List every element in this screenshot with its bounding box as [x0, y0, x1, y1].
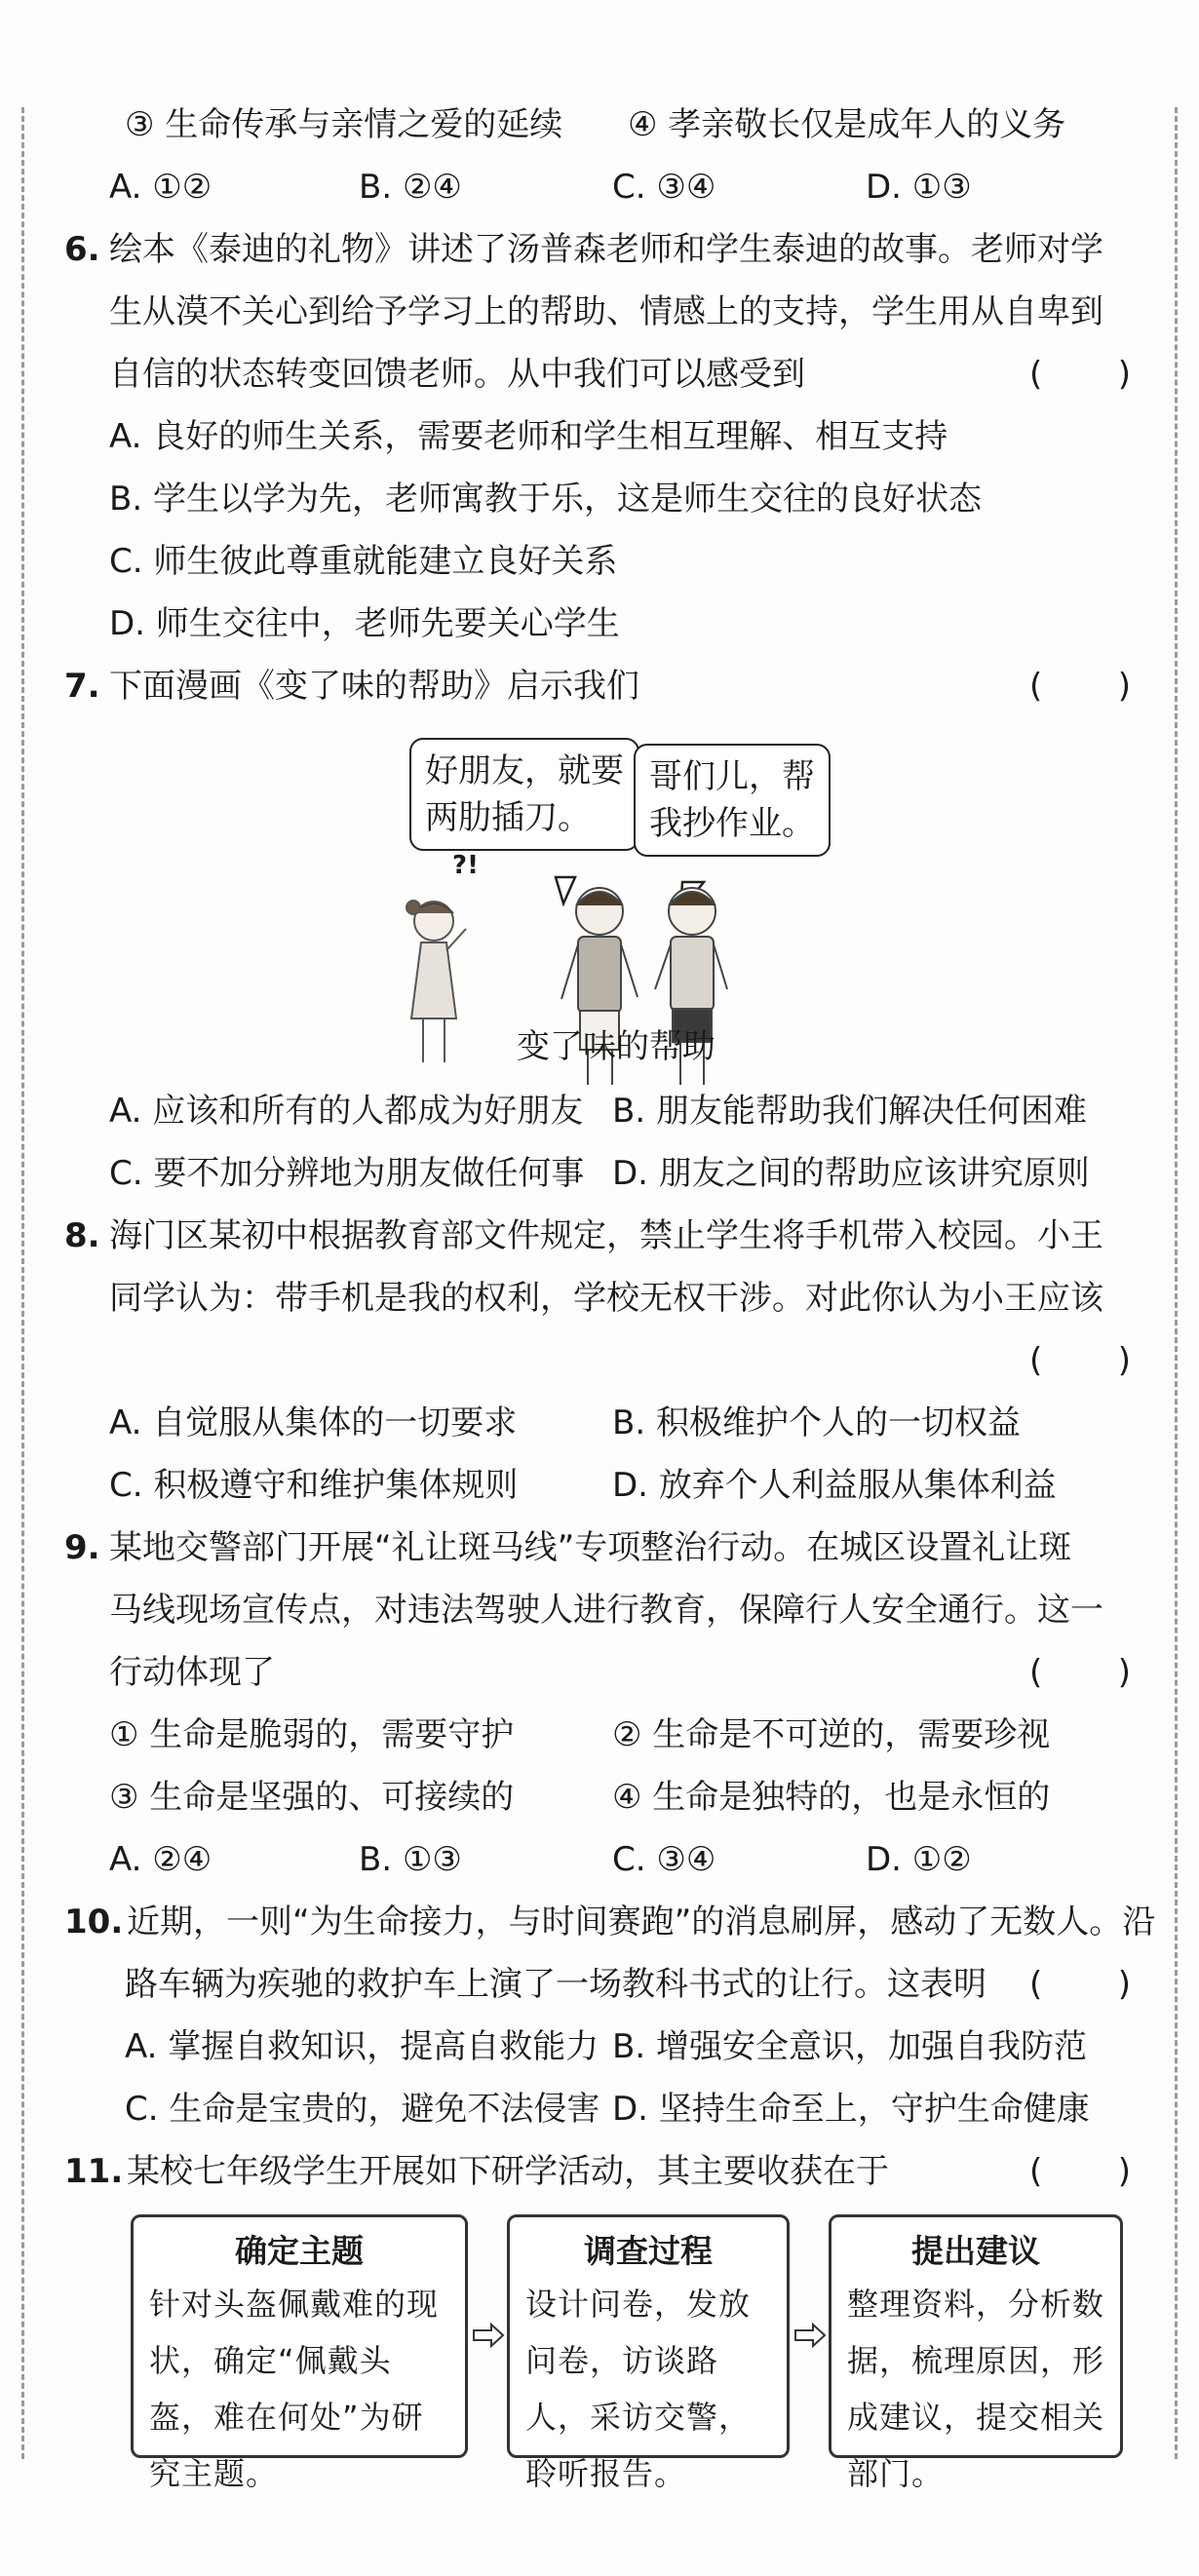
q7-text: 下面漫画《变了味的帮助》启示我们 — [109, 667, 639, 706]
q10-stem-line-1 — [64, 1899, 1156, 1945]
arrow-right-icon — [472, 2322, 505, 2349]
q9-statement: ① 生命是脆弱的，需要守护 — [109, 1715, 515, 1754]
q6-answer-blank[interactable]: ( ) — [1029, 355, 1131, 394]
q9-text: 行动体现了 — [109, 1653, 275, 1692]
q6-stem-line-1 — [64, 226, 1131, 273]
flow-step-body: 设计问卷，发放问卷，访谈路人，采访交警，聆听报告。 — [525, 2286, 752, 2492]
q10-number: 10. — [64, 1903, 124, 1942]
q6-stem-line-3 — [109, 351, 1131, 398]
q5-option-d[interactable]: D. ①③ — [866, 168, 972, 207]
q11-answer-blank[interactable]: ( ) — [1029, 2152, 1131, 2191]
speech-bubble-right: 哥们儿，帮 我抄作业。 — [634, 744, 831, 857]
q7-stem — [64, 663, 1131, 710]
q8-text: 海门区某初中根据教育部文件规定，禁止学生将手机带入校园。小王 — [109, 1216, 1103, 1255]
q11-stem — [64, 2148, 1131, 2195]
q5-option-c[interactable]: C. ③④ — [612, 168, 716, 207]
q9-number: 9. — [64, 1528, 100, 1567]
q9-stem-line-2: 马线现场宣传点，对违法驾驶人进行教育，保障行人安全通行。这一 — [109, 1591, 1103, 1630]
q7-number: 7. — [64, 667, 100, 706]
q6-option-d[interactable]: D. 师生交往中，老师先要关心学生 — [109, 604, 620, 643]
q10-option-d[interactable]: D. 坚持生命至上，守护生命健康 — [612, 2090, 1090, 2129]
q6-text: 自信的状态转变回馈老师。从中我们可以感受到 — [109, 355, 805, 394]
q9-option-a[interactable]: A. ②④ — [109, 1840, 213, 1879]
comic-caption: 变了味的帮助 — [517, 1027, 716, 1066]
q10-answer-blank[interactable]: ( ) — [1029, 1965, 1131, 2004]
q10-option-b[interactable]: B. 增强安全意识，加强自我防范 — [612, 2027, 1087, 2066]
q6-number: 6. — [64, 230, 100, 269]
q9-statement: ② 生命是不可逆的，需要珍视 — [612, 1715, 1051, 1754]
q10-option-c[interactable]: C. 生命是宝贵的，避免不法侵害 — [125, 2090, 600, 2129]
q8-number: 8. — [64, 1216, 100, 1255]
q5-option-a[interactable]: A. ①② — [109, 168, 213, 207]
q9-option-d[interactable]: D. ①② — [866, 1840, 972, 1879]
q5-statement: ④ 孝亲敬长仅是成年人的义务 — [628, 105, 1066, 144]
q10-stem-line-2 — [125, 1961, 1131, 2008]
flow-step-body: 针对头盔佩戴难的现状，确定“佩戴头盔，难在何处”为研究主题。 — [149, 2286, 440, 2492]
q7-answer-blank[interactable]: ( ) — [1029, 667, 1131, 706]
q10-option-a[interactable]: A. 掌握自救知识，提高自救能力 — [125, 2027, 600, 2066]
flow-step-topic — [131, 2214, 468, 2492]
girl-figure-icon — [406, 901, 466, 1062]
q11-number: 11. — [64, 2152, 124, 2191]
q10-text: 路车辆为疾驰的救护车上演了一场教科书式的让行。这表明 — [125, 1965, 986, 2004]
q9-answer-blank[interactable]: ( ) — [1029, 1653, 1131, 1692]
q11-text: 某校七年级学生开展如下研学活动，其主要收获在于 — [127, 2152, 889, 2191]
q6-option-b[interactable]: B. 学生以学为先，老师寓教于乐，这是师生交往的良好状态 — [109, 480, 982, 519]
q8-option-c[interactable]: C. 积极遵守和维护集体规则 — [109, 1466, 519, 1505]
flow-step-title: 确定主题 — [235, 2232, 364, 2270]
q9-option-c[interactable]: C. ③④ — [612, 1840, 716, 1879]
right-dashed-margin — [1175, 107, 1178, 2459]
q9-stem-line-3 — [109, 1649, 1131, 1696]
speech-bubble-left: 好朋友，就要 两肋插刀。 — [409, 738, 639, 851]
flow-step-title: 调查过程 — [584, 2232, 713, 2270]
q6-stem-line-2: 生从漠不关心到给予学习上的帮助、情感上的支持，学生用从自卑到 — [109, 292, 1103, 331]
left-dashed-margin — [21, 107, 24, 2459]
flow-step-title: 提出建议 — [911, 2232, 1040, 2270]
q9-text: 某地交警部门开展“礼让斑马线”专项整治行动。在城区设置礼让斑 — [109, 1528, 1072, 1567]
q9-statement: ④ 生命是独特的，也是永恒的 — [612, 1778, 1051, 1817]
q8-answer-blank[interactable]: ( ) — [1029, 1341, 1131, 1380]
q8-option-b[interactable]: B. 积极维护个人的一切权益 — [612, 1403, 1021, 1442]
flow-step-survey — [507, 2214, 790, 2492]
flow-step-body: 整理资料，分析数据，梳理原因，形成建议，提交相关部门。 — [847, 2286, 1105, 2492]
q7-option-b[interactable]: B. 朋友能帮助我们解决任何困难 — [612, 1092, 1087, 1131]
q6-text: 绘本《泰迪的礼物》讲述了汤普森老师和学生泰迪的故事。老师对学 — [109, 230, 1103, 269]
research-flowchart — [131, 2214, 1123, 2492]
q8-stem-line-1 — [64, 1212, 1131, 1259]
q7-option-c[interactable]: C. 要不加分辨地为朋友做任何事 — [109, 1154, 585, 1193]
q8-option-a[interactable]: A. 自觉服从集体的一切要求 — [109, 1403, 518, 1442]
q5-option-b[interactable]: B. ②④ — [359, 168, 462, 207]
q6-option-c[interactable]: C. 师生彼此尊重就能建立良好关系 — [109, 542, 618, 581]
q9-statement: ③ 生命是坚强的、可接续的 — [109, 1778, 515, 1817]
exclaim-mark: ?! — [452, 851, 479, 880]
q9-option-b[interactable]: B. ①③ — [359, 1840, 462, 1879]
q6-option-a[interactable]: A. 良好的师生关系，需要老师和学生相互理解、相互支持 — [109, 417, 948, 456]
q10-text: 近期，一则“为生命接力，与时间赛跑”的消息刷屏，感动了无数人。沿 — [127, 1903, 1156, 1942]
flow-step-suggest — [829, 2214, 1123, 2492]
arrow-right-icon — [793, 2322, 827, 2349]
q7-option-d[interactable]: D. 朋友之间的帮助应该讲究原则 — [612, 1154, 1090, 1193]
q8-stem-line-2: 同学认为：带手机是我的权利，学校无权干涉。对此你认为小王应该 — [109, 1279, 1103, 1318]
q9-stem-line-1 — [64, 1524, 1131, 1571]
q5-statement: ③ 生命传承与亲情之爱的延续 — [125, 105, 563, 144]
q7-option-a[interactable]: A. 应该和所有的人都成为好朋友 — [109, 1092, 584, 1131]
q8-option-d[interactable]: D. 放弃个人利益服从集体利益 — [612, 1466, 1057, 1505]
